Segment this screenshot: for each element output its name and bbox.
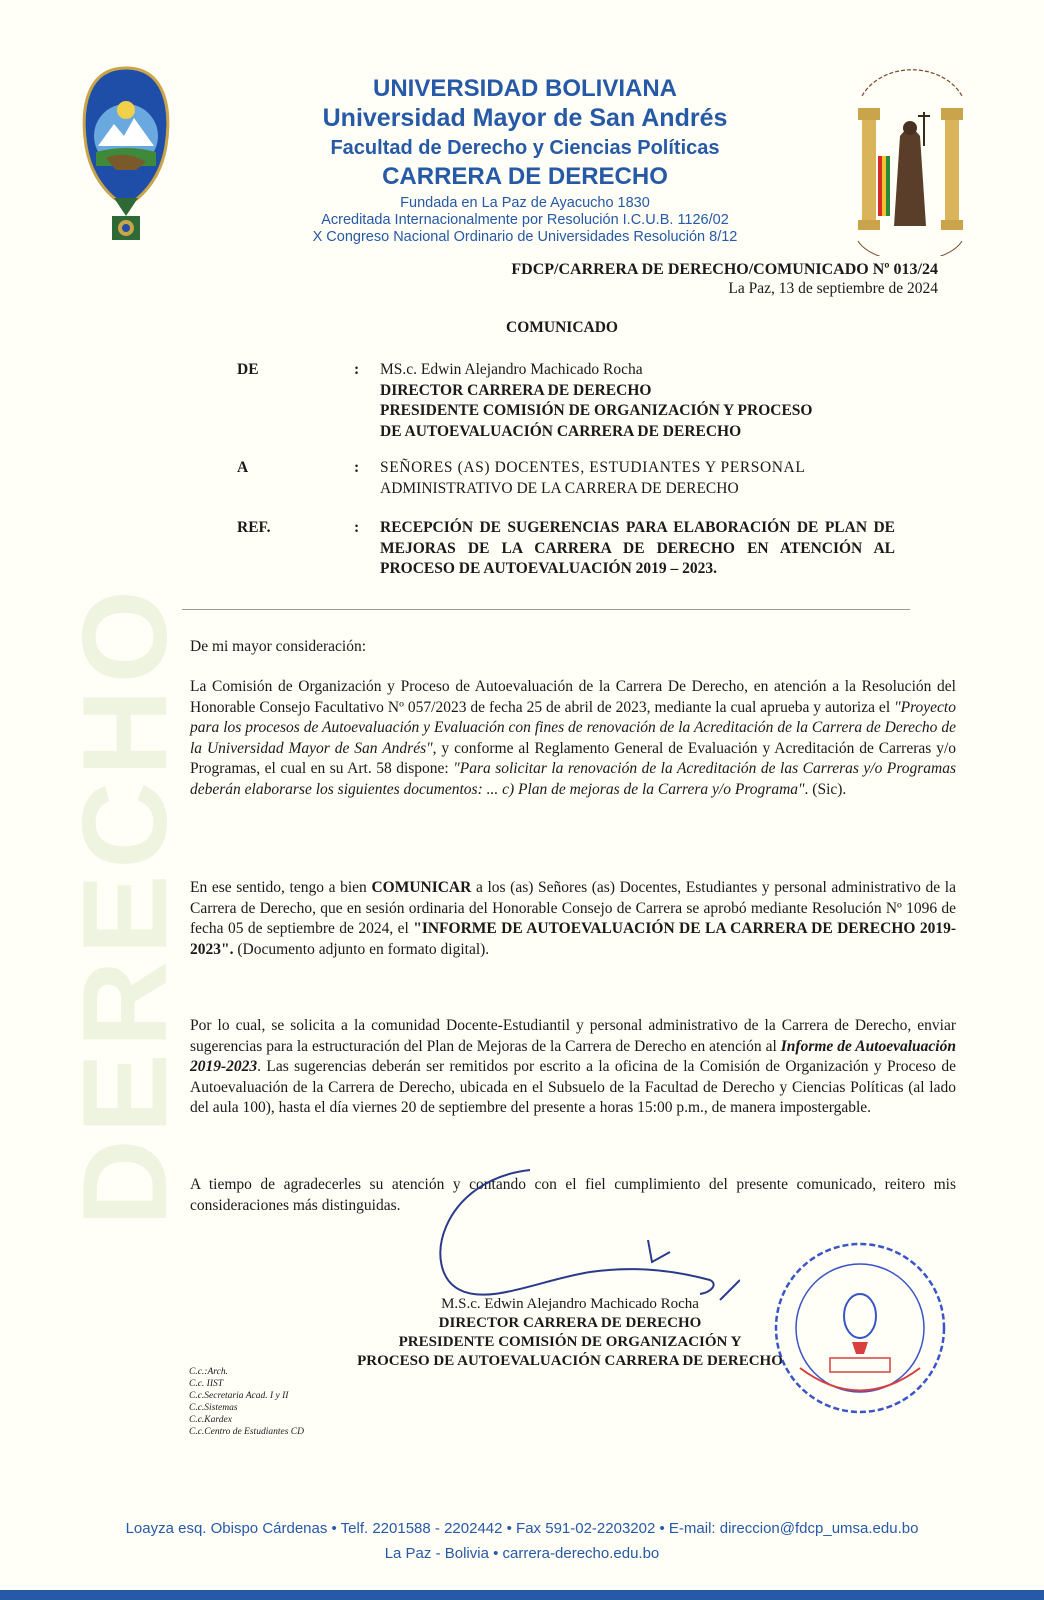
memo-ref-value: RECEPCIÓN DE SUGERENCIAS PARA ELABORACIÓN DE PLAN DE MEJORAS DE LA CARRERA DE DERECHO EN ATENCIÓN AL PROCESO DE AUTOEVALUACIÓN 2019 – 2023. [380, 519, 895, 577]
cc-item: C.c.Kardex [189, 1415, 232, 1425]
memo-a-value [380, 458, 895, 499]
umsa-seal-logo [76, 66, 176, 256]
p2-report-title: "INFORME DE AUTOEVALUACIÓN DE LA CARRERA DE DERECHO 2019-2023". [190, 920, 957, 958]
memo-ref-colon: : [354, 519, 360, 536]
cc-item: C.c. IIST [189, 1379, 224, 1389]
memo-a-colon: : [354, 459, 360, 476]
copies-list [189, 1366, 304, 1438]
watermark-derecho [58, 545, 192, 1265]
header-umsa: Universidad Mayor de San Andrés [322, 104, 728, 132]
official-stamp [770, 1238, 950, 1418]
memo-a-label: A [237, 459, 249, 476]
recipient-line-1: SEÑORES (AS) DOCENTES, ESTUDIANTES Y PERSONAL [380, 459, 806, 476]
sender-title-3: DE AUTOEVALUACIÓN CARRERA DE DERECHO [380, 422, 742, 440]
reference-number: FDCP/CARRERA DE DERECHO/COMUNICADO Nº 013/24 [511, 261, 938, 278]
p2-comunicar: COMUNICAR [371, 879, 472, 896]
paragraph-4: A tiempo de agradecerles su atención y contando con el fiel cumplimiento del presente comunicado, reitero mis consideraciones más distinguidas. [190, 1176, 956, 1214]
memo-de-colon: : [354, 361, 360, 378]
footer-city-web: La Paz - Bolivia • carrera-derecho.edu.bo [384, 1545, 660, 1562]
sender-title-1: DIRECTOR CARRERA DE DERECHO [380, 381, 652, 399]
p3-text-a: Por lo cual, se solicita a la comunidad Docente-Estudiantil y personal administrativo de la Carrera de Derecho, enviar sugerencias para la estructuración del Plan de Mejoras de la Carrera de Derecho en atención al [190, 1017, 956, 1055]
header-congress: X Congreso Nacional Ordinario de Universidades Resolución 8/12 [312, 229, 738, 245]
p2-text-e: (Documento adjunto en formato digital). [233, 940, 490, 958]
recipient-line-2: ADMINISTRATIVO DE LA CARRERA DE DERECHO [380, 479, 739, 497]
memo-ref-label: REF. [237, 519, 271, 536]
header-founded: Fundada en La Paz de Ayacucho 1830 [400, 195, 650, 211]
watermark-text: DERECHO [58, 583, 192, 1227]
footer-address: Loayza esq. Obispo Cárdenas • Telf. 2201588 - 2202442 • Fax 591-02-2203202 • E-mail: direccion@fdcp_umsa.edu.bo [125, 1520, 919, 1537]
p3-text-c: . Las sugerencias deberán ser remitidos por escrito a la oficina de la Comisión de Organización y Proceso de Autoevaluación de la Carrera de Derecho, ubicada en el Subsuelo de la Facultad de Derecho y Ciencias Políticas (al lado del aula 100), hasta el día viernes 20 de septiembre del presente a horas 15:00 p.m., de manera impostergable. [190, 1058, 956, 1116]
p1-text-c: , y conforme al Reglamento General de Evaluación y Acreditación de Carreras y/o Programas, el cual en su Art. 58 dispone: [190, 739, 956, 777]
header-accreditation: Acreditada Internacionalmente por Resolución I.C.U.B. 1126/02 [321, 212, 729, 228]
p1-article-quote: "Para solicitar la renovación de la Acreditación de las Carreras y/o Programas deberán elaborarse los siguientes documentos: ... c) Plan de mejoras de la Carrera y/o Programa" [190, 760, 956, 798]
cc-item: C.c.Centro de Estudiantes CD [189, 1427, 304, 1437]
footer-bar [0, 1590, 1044, 1600]
cc-item: C.c.Secretaria Acad. I y II [189, 1391, 289, 1401]
signer-name: M.S.c. Edwin Alejandro Machicado Rocha [441, 1296, 699, 1312]
p2-text-a: En ese sentido, tengo a bien [190, 879, 372, 896]
signer-title-1: DIRECTOR CARRERA DE DERECHO [438, 1315, 702, 1331]
paragraph-3 [190, 1016, 956, 1119]
memo-de-value [380, 360, 910, 442]
p1-project-quote: "Proyecto para los procesos de Autoevaluación y Evaluación con fines de renovación de la Acreditación de la Carrera de Derecho de la Universidad Mayor de San Andrés" [190, 698, 956, 757]
header-career: CARRERA DE DERECHO [382, 163, 668, 190]
sender-name: MS.c. Edwin Alejandro Machicado Rocha [380, 361, 643, 378]
greeting: De mi mayor consideración: [190, 638, 367, 655]
p1-text-e: . (Sic). [804, 780, 847, 798]
signer-title-2: PRESIDENTE COMISIÓN DE ORGANIZACIÓN Y [398, 1334, 742, 1350]
p3-report-name: Informe de Autoevaluación 2019-2023 [190, 1037, 956, 1075]
date-line: La Paz, 13 de septiembre de 2024 [728, 280, 938, 297]
divider [182, 609, 910, 610]
memo-de-label: DE [237, 361, 259, 378]
faculty-seal-logo [848, 56, 973, 256]
document-title: COMUNICADO [506, 319, 618, 336]
p2-text-c: a los (as) Señores (as) Docentes, Estudiantes y personal administrativo de la Carrera de Derecho, que en sesión ordinaria del Honorable Consejo de Carrera se aprobó mediante Resolución Nº 1096 de fecha 05 de septiembre de 2024, el [190, 879, 956, 937]
p1-text-a: La Comisión de Organización y Proceso de Autoevaluación de la Carrera De Derecho, en atención a la Resolución del Honorable Consejo Facultativo Nº 057/2023 de fecha 25 de abril de 2023, mediante la cual aprueba y autoriza el [190, 678, 956, 716]
signer-title-3: PROCESO DE AUTOEVALUACIÓN CARRERA DE DERECHO [357, 1353, 783, 1369]
paragraph-1 [190, 677, 956, 800]
paragraph-2 [190, 878, 956, 960]
sender-title-2: PRESIDENTE COMISIÓN DE ORGANIZACIÓN Y PROCESO [380, 402, 813, 419]
cc-item: C.c.:Arch. [189, 1367, 228, 1377]
header-faculty: Facultad de Derecho y Ciencias Políticas [330, 137, 720, 159]
signature-block [300, 1295, 840, 1371]
header-university: UNIVERSIDAD BOLIVIANA [372, 75, 678, 102]
cc-item: C.c.Sistemas [189, 1403, 238, 1413]
